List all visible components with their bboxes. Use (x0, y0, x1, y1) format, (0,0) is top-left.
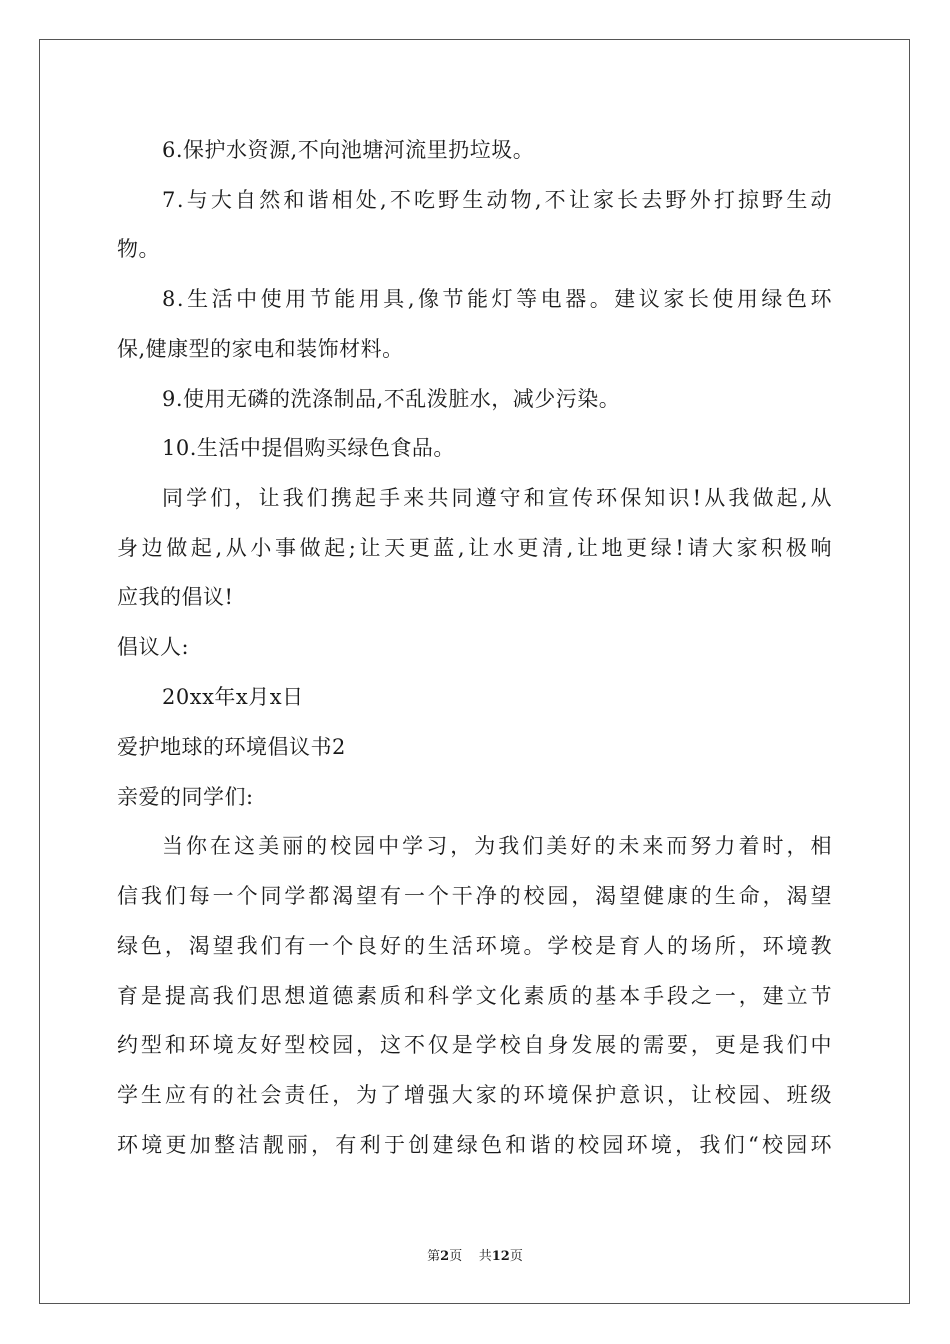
list-item-8-continuation: 保,健康型的家电和装饰材料。 (117, 337, 404, 361)
list-item-7: 7.与大自然和谐相处,不吃野生动物,不让家长去野外打掠野生动 (162, 188, 833, 212)
page-footer (0, 1248, 950, 1266)
salutation: 亲爱的同学们: (117, 785, 254, 809)
paragraph-line: 当你在这美丽的校园中学习，为我们美好的未来而努力着时，相 (162, 834, 833, 858)
footer-prefix: 第 (427, 1249, 441, 1264)
footer-total-prefix: 共 (478, 1249, 492, 1264)
signer-label: 倡议人: (117, 635, 190, 659)
footer-page-number: 2 (440, 1249, 450, 1264)
paragraph-line: 信我们每一个同学都渴望有一个干净的校园，渴望健康的生命，渴望 (117, 884, 833, 908)
section-title: 爱护地球的环境倡议书2 (117, 735, 346, 759)
paragraph-line: 应我的倡议! (117, 585, 234, 609)
paragraph-line: 身边做起,从小事做起;让天更蓝,让水更清,让地更绿!请大家积极响 (117, 536, 833, 560)
paragraph-line: 环境更加整洁靓丽，有利于创建绿色和谐的校园环境，我们“校园环 (117, 1133, 833, 1157)
date-line: 20xx年x月x日 (162, 685, 304, 709)
list-item-9: 9.使用无磷的洗涤制品,不乱泼脏水，减少污染。 (162, 387, 621, 411)
paragraph-line: 学生应有的社会责任，为了增强大家的环境保护意识，让校园、班级 (117, 1083, 833, 1107)
paragraph-line: 育是提高我们思想道德素质和科学文化素质的基本手段之一，建立节 (117, 984, 833, 1008)
list-item-7-continuation: 物。 (117, 237, 160, 261)
footer-total-pages: 12 (491, 1249, 510, 1264)
paragraph-line: 约型和环境友好型校园，这不仅是学校自身发展的需要，更是我们中 (117, 1033, 833, 1057)
list-item-6: 6.保护水资源,不向池塘河流里扔垃圾。 (162, 138, 535, 162)
footer-page-suffix: 页 (449, 1249, 463, 1264)
footer-total-suffix: 页 (509, 1249, 523, 1264)
paragraph-line: 同学们，让我们携起手来共同遵守和宣传环保知识!从我做起,从 (162, 486, 833, 510)
list-item-10: 10.生活中提倡购买绿色食品。 (162, 436, 455, 460)
paragraph-line: 绿色，渴望我们有一个良好的生活环境。学校是育人的场所，环境教 (117, 934, 833, 958)
page-border (39, 39, 910, 1304)
list-item-8: 8.生活中使用节能用具,像节能灯等电器。建议家长使用绿色环 (162, 287, 833, 311)
